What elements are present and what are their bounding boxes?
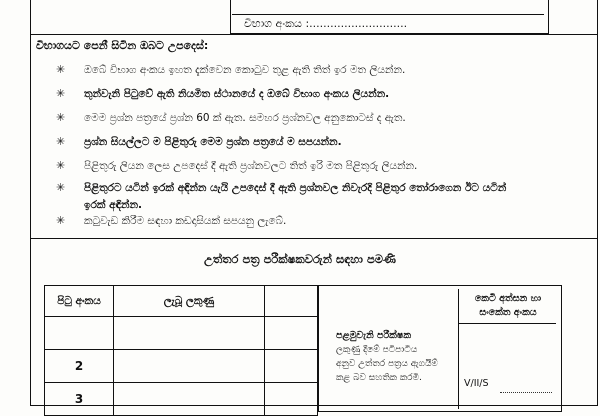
table-row: 2 [45,350,318,383]
divider [30,34,598,35]
table-row [45,317,318,350]
divider [232,14,544,15]
header-page-no: පිටු අංකය [45,286,114,317]
examiner-section-title: උත්තර පත්‍ර පරීක්ෂකවරුන් සඳහා පමණි [204,252,396,266]
header-marks: ලැබූ ලකුණු [114,286,265,317]
examiner-code: V/II/S [464,378,489,389]
asterisk-icon: ✳ [56,159,66,172]
marks-cell[interactable] [114,350,265,383]
first-examiner-label: පළමුවැනි පරීක්ෂක [336,330,412,341]
certification-text: ලකුණු දීමේ පටිපාටිය අනුව උත්තර පත්‍රය ඇගයීම් කළ බව සහතික කරමි. [336,345,438,383]
marks-cell[interactable] [114,383,265,416]
asterisk-icon: ✳ [56,63,66,76]
divider [458,323,556,324]
asterisk-icon: ✳ [56,135,66,148]
signature-line[interactable] [500,392,552,393]
asterisk-icon: ✳ [56,87,66,100]
marks-cell[interactable] [114,317,265,350]
exam-number-label: විභාග අංකය :............................ [244,17,408,30]
signature-header: කෙටි අත්සන හා සංකේත අංකය [474,293,542,318]
instructions-title: විභාගයට පෙනී සිටින ඔබට උපදෙස්: [36,39,209,52]
table-row: 3 [45,383,318,416]
marks-table [44,285,318,416]
header-blank [265,286,318,317]
asterisk-icon: ✳ [56,111,66,124]
divider [30,238,598,239]
asterisk-icon: ✳ [56,181,66,194]
asterisk-icon: ✳ [56,214,66,227]
